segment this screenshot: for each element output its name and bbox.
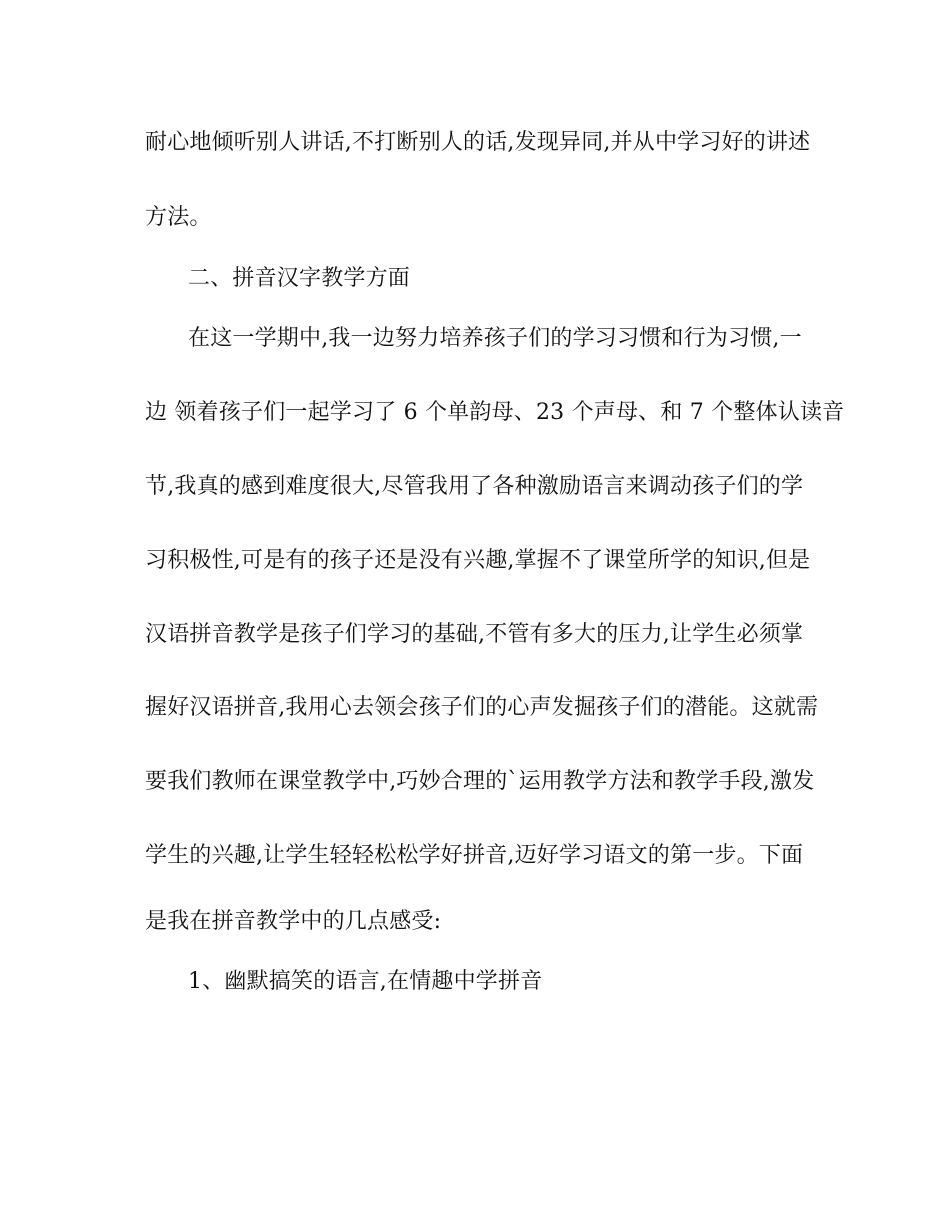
paragraph-line: 耐心地倾听别人讲话,不打断别人的话,发现异同,并从中学习好的讲述 [145,130,811,155]
paragraph-line: 方法。 [145,205,212,230]
list-item-heading: 1、幽默搞笑的语言,在情趣中学拼音 [188,969,543,994]
paragraph-line: 边 领着孩子们一起学习了 6 个单韵母、23 个声母、和 7 个整体认读音 [145,400,845,425]
paragraph-line: 握好汉语拼音,我用心去领会孩子们的心声发掘孩子们的潜能。这就需 [145,695,819,720]
section-heading: 二、拼音汉字教学方面 [188,266,411,291]
paragraph-line: 节,我真的感到难度很大,尽管我用了各种激励语言来调动孩子们的学 [145,474,804,499]
paragraph-line: 汉语拼音教学是孩子们学习的基础,不管有多大的压力,让学生必须掌 [145,622,804,647]
paragraph-line: 学生的兴趣,让学生轻轻松松学好拼音,迈好学习语文的第一步。下面 [145,843,804,868]
paragraph-line: 在这一学期中,我一边努力培养孩子们的学习习惯和行为习惯,一 [188,326,802,351]
paragraph-line: 是我在拼音教学中的几点感受: [145,909,442,934]
paragraph-line: 要我们教师在课堂教学中,巧妙合理的`运用教学方法和教学手段,激发 [145,769,815,794]
paragraph-line: 习积极性,可是有的孩子还是没有兴趣,掌握不了课堂所学的知识,但是 [145,548,811,573]
